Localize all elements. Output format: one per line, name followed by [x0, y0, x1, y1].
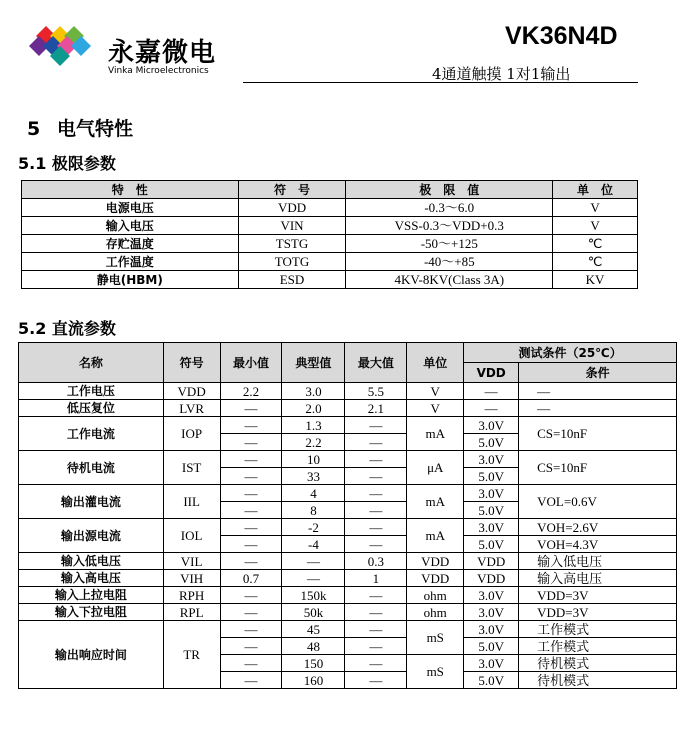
cell-typ: 45 [282, 621, 345, 638]
cell-condition: — [519, 383, 677, 400]
cell-unit: mS [407, 621, 464, 655]
cell-min: — [220, 417, 282, 434]
model-number: VK36N4D [505, 22, 618, 50]
dc-parameter-table [18, 342, 677, 689]
cell-vdd: 3.0V [464, 604, 519, 621]
cell-name: 输出灌电流 [19, 485, 164, 519]
cell-symbol: LVR [163, 400, 220, 417]
cell-unit: ohm [407, 587, 464, 604]
absolute-max-table [21, 180, 638, 289]
cell-min: — [220, 502, 282, 519]
product-subtitle: 4通道触摸 1对1输出 [432, 65, 571, 83]
cell-max: 2.1 [345, 400, 407, 417]
col-header-test-condition: 测试条件（25℃） [464, 343, 677, 363]
cell-max: 5.5 [345, 383, 407, 400]
table-row [19, 621, 677, 638]
cell-name: 输入低电压 [19, 553, 164, 570]
table-header-row [19, 343, 677, 363]
table-row [19, 400, 677, 417]
col-header-unit: 单位 [407, 343, 464, 383]
header-divider [243, 82, 638, 83]
cell-symbol: VIL [163, 553, 220, 570]
cell-min: — [220, 400, 282, 417]
cell-limit: -40～+85 [346, 253, 553, 271]
cell-typ: 150 [282, 655, 345, 672]
cell-typ: 2.0 [282, 400, 345, 417]
cell-vdd: 3.0V [464, 485, 519, 502]
cell-condition: 待机模式 [519, 672, 677, 689]
cell-min: — [220, 451, 282, 468]
cell-min: 2.2 [220, 383, 282, 400]
cell-symbol: ESD [238, 271, 346, 289]
cell-unit: ohm [407, 604, 464, 621]
cell-max: — [345, 468, 407, 485]
col-header-max: 最大值 [345, 343, 407, 383]
cell-min: — [220, 519, 282, 536]
cell-unit: KV [553, 271, 638, 289]
cell-symbol: IIL [163, 485, 220, 519]
cell-symbol: VIN [238, 217, 346, 235]
cell-min: — [220, 604, 282, 621]
cell-name: 输入上拉电阻 [19, 587, 164, 604]
cell-vdd: 3.0V [464, 417, 519, 434]
section-heading [27, 114, 133, 141]
cell-limit: -50～+125 [346, 235, 553, 253]
cell-min: — [220, 621, 282, 638]
cell-vdd: 5.0V [464, 638, 519, 655]
cell-characteristic: 电源电压 [22, 199, 239, 217]
cell-min: — [220, 655, 282, 672]
cell-condition: VDD=3V [519, 604, 677, 621]
logo-english-name: Vinka Microelectronics [108, 66, 209, 76]
cell-typ: 160 [282, 672, 345, 689]
col-header-symbol: 符号 [163, 343, 220, 383]
cell-symbol: TR [163, 621, 220, 689]
cell-characteristic: 工作温度 [22, 253, 239, 271]
cell-name: 工作电流 [19, 417, 164, 451]
cell-vdd: VDD [464, 570, 519, 587]
table-row [19, 604, 677, 621]
cell-vdd: 5.0V [464, 502, 519, 519]
table-row [19, 417, 677, 434]
cell-name: 待机电流 [19, 451, 164, 485]
cell-min: — [220, 536, 282, 553]
cell-vdd: 5.0V [464, 536, 519, 553]
cell-unit: VDD [407, 553, 464, 570]
table-row [22, 235, 638, 253]
cell-unit: V [407, 383, 464, 400]
cell-symbol: TSTG [238, 235, 346, 253]
cell-vdd: 3.0V [464, 587, 519, 604]
cell-vdd: — [464, 383, 519, 400]
cell-condition: — [519, 400, 677, 417]
cell-condition: VOL=0.6V [519, 485, 677, 519]
cell-max: — [345, 417, 407, 434]
cell-max: — [345, 451, 407, 468]
cell-unit: μA [407, 451, 464, 485]
cell-max: — [345, 434, 407, 451]
cell-max: — [345, 638, 407, 655]
cell-symbol: IOP [163, 417, 220, 451]
cell-max: — [345, 655, 407, 672]
cell-vdd: — [464, 400, 519, 417]
cell-condition: 待机模式 [519, 655, 677, 672]
cell-unit: ℃ [553, 253, 638, 271]
cell-max: — [345, 672, 407, 689]
cell-unit: VDD [407, 570, 464, 587]
cell-name: 输出响应时间 [19, 621, 164, 689]
logo-diamonds-icon [26, 26, 106, 66]
cell-characteristic: 存贮温度 [22, 235, 239, 253]
cell-typ: — [282, 553, 345, 570]
cell-unit: mA [407, 485, 464, 519]
table-row [19, 485, 677, 502]
col-header-name: 名称 [19, 343, 164, 383]
cell-min: — [220, 587, 282, 604]
table-row [22, 253, 638, 271]
cell-typ: 8 [282, 502, 345, 519]
table-row [19, 553, 677, 570]
table-header-row [22, 181, 638, 199]
cell-vdd: 3.0V [464, 519, 519, 536]
cell-symbol: VIH [163, 570, 220, 587]
cell-condition: 输入低电压 [519, 553, 677, 570]
col-header-condition: 条件 [519, 363, 677, 383]
cell-condition: 工作模式 [519, 621, 677, 638]
cell-symbol: VDD [163, 383, 220, 400]
cell-unit: V [553, 199, 638, 217]
cell-characteristic: 静电(HBM) [22, 271, 239, 289]
cell-condition: VOH=4.3V [519, 536, 677, 553]
table-row [19, 570, 677, 587]
cell-vdd: VDD [464, 553, 519, 570]
cell-name: 输入下拉电阻 [19, 604, 164, 621]
cell-condition: 输入高电压 [519, 570, 677, 587]
cell-min: — [220, 468, 282, 485]
cell-symbol: RPL [163, 604, 220, 621]
cell-typ: 50k [282, 604, 345, 621]
cell-typ: 2.2 [282, 434, 345, 451]
cell-symbol: IOL [163, 519, 220, 553]
col-header-symbol: 符 号 [238, 181, 346, 199]
cell-characteristic: 输入电压 [22, 217, 239, 235]
cell-unit: mS [407, 655, 464, 689]
vinka-logo [26, 26, 226, 76]
cell-min: 0.7 [220, 570, 282, 587]
col-header-typ: 典型值 [282, 343, 345, 383]
cell-vdd: 3.0V [464, 451, 519, 468]
cell-max: — [345, 587, 407, 604]
table-row [22, 199, 638, 217]
cell-name: 输入高电压 [19, 570, 164, 587]
cell-limit: -0.3～6.0 [346, 199, 553, 217]
cell-min: — [220, 672, 282, 689]
cell-condition: CS=10nF [519, 451, 677, 485]
cell-min: — [220, 553, 282, 570]
cell-max: — [345, 485, 407, 502]
col-header-unit: 单 位 [553, 181, 638, 199]
cell-limit: VSS-0.3～VDD+0.3 [346, 217, 553, 235]
table-row [19, 451, 677, 468]
cell-max: — [345, 536, 407, 553]
cell-unit: V [553, 217, 638, 235]
cell-unit: V [407, 400, 464, 417]
table-row [19, 587, 677, 604]
cell-unit: mA [407, 519, 464, 553]
cell-name: 工作电压 [19, 383, 164, 400]
cell-condition: VDD=3V [519, 587, 677, 604]
cell-limit: 4KV-8KV(Class 3A) [346, 271, 553, 289]
cell-min: — [220, 485, 282, 502]
cell-unit: mA [407, 417, 464, 451]
cell-typ: 3.0 [282, 383, 345, 400]
logo-chinese-name: 永嘉微电 [108, 38, 217, 68]
col-header-min: 最小值 [220, 343, 282, 383]
cell-typ: -2 [282, 519, 345, 536]
section-title: 电气特性 [57, 118, 134, 140]
cell-unit: ℃ [553, 235, 638, 253]
cell-typ: — [282, 570, 345, 587]
cell-symbol: TOTG [238, 253, 346, 271]
cell-vdd: 5.0V [464, 434, 519, 451]
cell-max: — [345, 621, 407, 638]
table-row [22, 217, 638, 235]
cell-typ: 4 [282, 485, 345, 502]
cell-vdd: 3.0V [464, 655, 519, 672]
cell-condition: 工作模式 [519, 638, 677, 655]
cell-vdd: 5.0V [464, 672, 519, 689]
col-header-characteristic: 特 性 [22, 181, 239, 199]
cell-typ: 150k [282, 587, 345, 604]
cell-max: 1 [345, 570, 407, 587]
cell-typ: -4 [282, 536, 345, 553]
cell-typ: 10 [282, 451, 345, 468]
cell-condition: CS=10nF [519, 417, 677, 451]
cell-typ: 48 [282, 638, 345, 655]
subsection-dc-params: 5.2 直流参数 [18, 319, 116, 338]
cell-min: — [220, 434, 282, 451]
cell-vdd: 3.0V [464, 621, 519, 638]
cell-symbol: IST [163, 451, 220, 485]
table-row [19, 519, 677, 536]
cell-max: — [345, 604, 407, 621]
cell-typ: 33 [282, 468, 345, 485]
cell-symbol: RPH [163, 587, 220, 604]
cell-min: — [220, 638, 282, 655]
col-header-limit: 极 限 值 [346, 181, 553, 199]
section-number: 5 [27, 118, 41, 140]
subsection-abs-max: 5.1 极限参数 [18, 154, 116, 173]
cell-max: — [345, 502, 407, 519]
cell-typ: 1.3 [282, 417, 345, 434]
cell-max: 0.3 [345, 553, 407, 570]
col-header-vdd: VDD [464, 363, 519, 383]
cell-max: — [345, 519, 407, 536]
cell-name: 低压复位 [19, 400, 164, 417]
cell-name: 输出源电流 [19, 519, 164, 553]
cell-condition: VOH=2.6V [519, 519, 677, 536]
cell-symbol: VDD [238, 199, 346, 217]
table-row [22, 271, 638, 289]
table-row [19, 383, 677, 400]
cell-vdd: 5.0V [464, 468, 519, 485]
